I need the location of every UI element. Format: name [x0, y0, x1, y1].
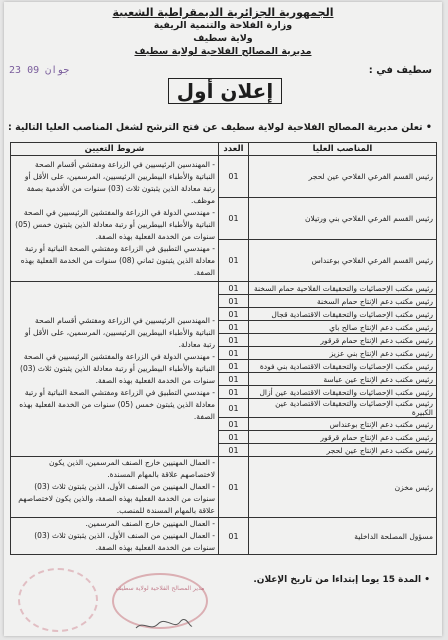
letterhead-wilaya: ولاية سطيف	[193, 33, 253, 44]
intro-text: • تعلن مديرية المصالح الفلاحية لولاية سطيف عن فتح الترشح لشغل المناصب العليا التالية :	[7, 122, 432, 133]
count-cell: 01	[219, 418, 249, 431]
table-row	[11, 457, 437, 518]
count-cell: 01	[219, 431, 249, 444]
position-cell: مسؤول المصلحة الداخلية	[249, 518, 437, 555]
letterhead-directorate: مديرية المصالح الفلاحية لولاية سطيف	[134, 46, 312, 57]
position-cell: رئيس مكتب دعم الإنتاج عين عباسة	[249, 373, 437, 386]
count-cell: 01	[219, 360, 249, 373]
position-cell: رئيس القسم الفرعي الفلاحي بوعنداس	[249, 240, 437, 282]
position-cell: رئيس مكتب الإحصائيات والتحقيقات الاقتصادية بني فودة	[249, 360, 437, 373]
announcement-page	[4, 2, 442, 636]
position-cell: رئيس مكتب الإحصائيات والتحقيقات الاقتصادية عين الكبيرة	[249, 399, 437, 418]
table-row	[11, 282, 437, 295]
count-cell: 01	[219, 373, 249, 386]
position-cell: رئيس مكتب دعم الإنتاج بني عزيز	[249, 347, 437, 360]
position-cell: رئيس مكتب الإحصائيات والتحقيقات الاقتصادية قجال	[249, 308, 437, 321]
position-cell: رئيس القسم الفرعي الفلاحي عين لحجر	[249, 156, 437, 198]
position-cell: رئيس مكتب دعم الإنتاج حمام قرقور	[249, 431, 437, 444]
header-count: العدد	[219, 143, 249, 156]
conditions-cell-group3	[11, 457, 219, 518]
position-cell: رئيس مكتب دعم الإنتاج صالح باي	[249, 321, 437, 334]
condition-item: - العمال المهنيين من الصنف الأول، الذين يثبتون ثلاث (03) سنوات من الخدمة الفعلية بهذه الصفة.	[34, 531, 215, 552]
position-cell: رئيس مكتب دعم الإنتاج بوعنداس	[249, 418, 437, 431]
conditions-cell-group1	[11, 156, 219, 282]
positions-table	[10, 142, 437, 555]
position-cell: رئيس مكتب الإحصائيات والتحقيقات الاقتصادية عين أزال	[249, 386, 437, 399]
condition-item: - مهندسي الدولة في الزراعة والمفتشين الرئيسيين في الصحة النباتية والأطباء البيطريين أو رتبة معادلة الذين يثبتون ثلاث (03) سنوات من الخدمة الفعلية بهذه الصفة.	[20, 352, 215, 385]
count-cell: 01	[219, 295, 249, 308]
header-conditions: شروط التعيين	[11, 143, 219, 156]
deadline-note: • المدة 15 يوما إبتداءا من تاريخ الإعلان.	[253, 575, 430, 585]
count-cell: 01	[219, 518, 249, 555]
condition-item: - العمال المهنيين خارج الصنف المرسمين.	[85, 519, 215, 528]
condition-item: - المهندسين الرئيسيين في الزراعة ومفتشي أقسام الصحة النباتية والأطباء البيطريين الرئيسيين، المرسمين، على الأقل أو رتبة معادلة.	[24, 316, 215, 349]
count-cell: 01	[219, 334, 249, 347]
letterhead	[4, 6, 442, 58]
conditions-cell-group2	[11, 282, 219, 457]
date-stamp: 23 جوان 09	[9, 65, 70, 76]
signature	[134, 618, 194, 632]
table-row	[11, 156, 437, 198]
header-position: المناصب العليا	[249, 143, 437, 156]
condition-item: - العمال المهنيين من الصنف الأول، الذين يثبتون ثلاث (03) سنوات من الخدمة الفعلية بهذه الصفة، والذين يكون لاختصاصهم علاقة بالمهام المسندة للمنصب.	[18, 482, 215, 515]
condition-item: - مهندسي التطبيق في الزراعة ومفتشي الصحة النباتية أو رتبة معادلة الذين يثبتون ثماني (08) سنوات من الخدمة الفعلية بهذه الصفة.	[20, 243, 215, 277]
table-row	[11, 518, 437, 555]
count-cell: 01	[219, 399, 249, 418]
position-cell: رئيس مكتب دعم الإنتاج عين لحجر	[249, 444, 437, 457]
condition-item: - المهندسين الرئيسيين في الزراعة ومفتشي أقسام الصحة النباتية والأطباء البيطريين الرئيسيين، المرسمين، على الأقل أو رتبة معادلة الذين يثبتون ثلاث (03) سنوات من الأقدمية بصفة موظف.	[24, 159, 215, 205]
count-cell: 01	[219, 321, 249, 334]
condition-item: - العمال المهنيين خارج الصنف المرسمين، الذين يكون لاختصاصهم علاقة بالمهام المسندة.	[49, 458, 215, 479]
condition-item: - مهندسي الدولة في الزراعة والمفتشين الرئيسيين في الصحة النباتية والأطباء البيطريين أو رتبة معادلة الذين يثبتون خمس (05) سنوات من الخدمة الفعلية بهذه الصفة.	[15, 207, 215, 241]
date-label: سطيف في :	[368, 65, 432, 76]
count-cell: 01	[219, 240, 249, 282]
count-cell: 01	[219, 386, 249, 399]
count-cell: 01	[219, 198, 249, 240]
letterhead-ministry: وزارة الفلاحة والتنمية الريفية	[153, 20, 293, 31]
table-header-row	[11, 143, 437, 156]
count-cell: 01	[219, 308, 249, 321]
position-cell: رئيس مكتب دعم الإنتاج حمام قرقور	[249, 334, 437, 347]
condition-item: - مهندسي التطبيق في الزراعة ومفتشي الصحة النباتية أو رتبة معادلة الذين يثبتون خمس (05) سنوات من الخدمة الفعلية بهذه الصفة.	[19, 388, 215, 421]
count-cell: 01	[219, 457, 249, 518]
page-title: إعلان أول	[168, 78, 282, 104]
count-cell: 01	[219, 347, 249, 360]
round-seal	[18, 568, 98, 632]
position-cell: رئيس مكتب الإحصائيات والتحقيقات الفلاحية حمام السخنة	[249, 282, 437, 295]
position-cell: رئيس القسم الفرعي الفلاحي بني ورتيلان	[249, 198, 437, 240]
count-cell: 01	[219, 282, 249, 295]
count-cell: 01	[219, 444, 249, 457]
position-cell: رئيس مخزن	[249, 457, 437, 518]
letterhead-republic: الجمهورية الجزائرية الديمقراطية الشعبية	[112, 6, 334, 19]
count-cell: 01	[219, 156, 249, 198]
position-cell: رئيس مكتب دعم الإنتاج حمام السخنة	[249, 295, 437, 308]
conditions-cell-group4	[11, 518, 219, 555]
official-stamp-text: مدير المصالح الفلاحية لولاية سطيف	[115, 585, 205, 592]
